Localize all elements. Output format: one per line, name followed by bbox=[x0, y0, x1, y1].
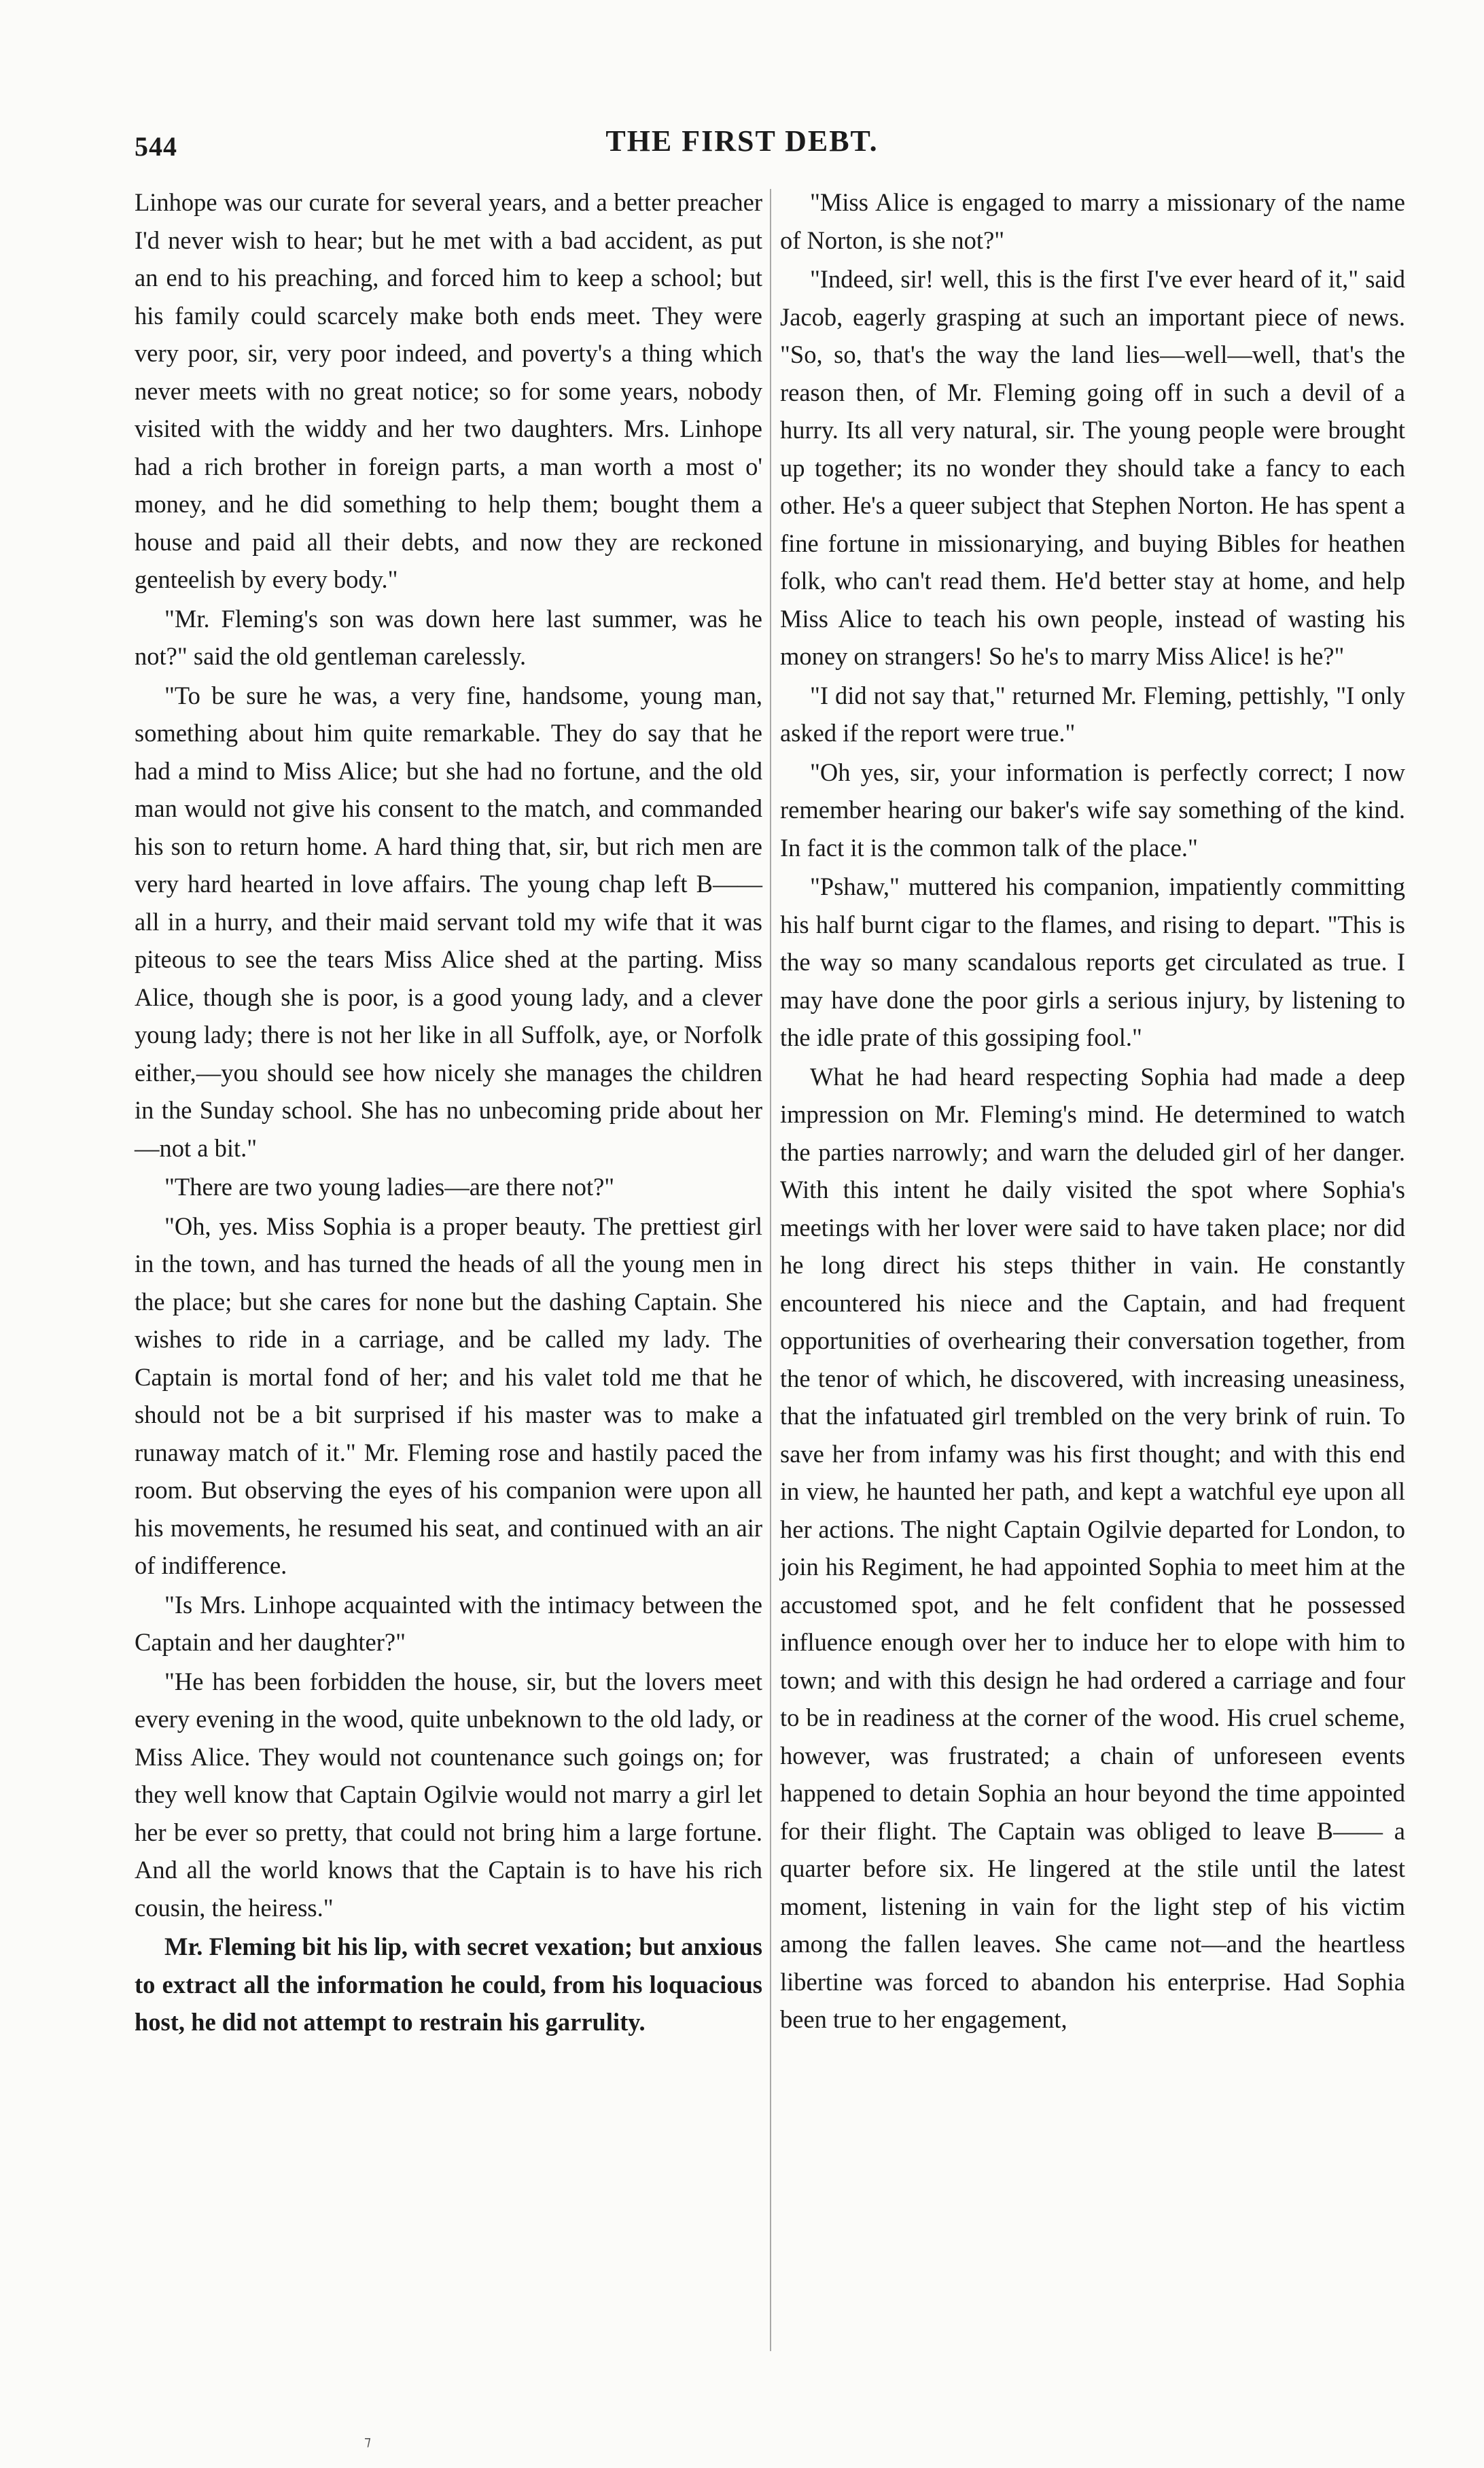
paragraph: "Oh, yes. Miss Sophia is a proper beauty. The prettiest girl in the town, and has turned the heads of all the young men in the place; but she cares for none but the dashing Captain. She wishes to ride in a carriage, and be called my lady. The Captain is mortal fond of her; and his valet told me that he should not be a bit surprised if his master was to make a runaway match of it." Mr. Fleming rose and hastily paced the room. But observing the eyes of his companion were upon all his movements, he resumed his seat, and continued with an air of indifference. bbox=[135, 1212, 762, 1579]
paragraph: "To be sure he was, a very fine, handsome, young man, something about him quite remarkable. They do say that he had a mind to Miss Alice; but she had no fortune, and the old man would not give his consent to the match, and commanded his son to return home. A hard thing that, sir, but rich men are very hard hearted in love affairs. The young chap left B—— all in a hurry, and their maid servant told my wife that it was piteous to see the tears Miss Alice shed at the parting. Miss Alice, though she is poor, is a good young lady, and a clever young lady; there is not her like in all Suffolk, aye, or Norfolk either,—you should see how nicely she manages the children in the Sunday school. She has no unbecoming pride about her—not a bit." bbox=[135, 681, 762, 1162]
paragraph: What he had heard respecting Sophia had made a deep impression on Mr. Fleming's mind. He determined to watch the parties narrowly; and warn the deluded girl of her danger. With this intent he daily visited the spot where Sophia's meetings with her lover were said to have taken place; nor did he long direct his steps thither in vain. He constantly encountered his niece and the Captain, and had frequent opportunities of overhearing their conversation together, from the tenor of which, he discovered, with increasing uneasiness, that the infatuated girl trembled on the very brink of ruin. To save her from infamy was his first thought; and with this end in view, he haunted her path, and kept a watchful eye upon all her actions. The night Captain Ogilvie departed for London, to join his Regiment, he had appointed Sophia to meet him at the accustomed spot, and he felt confident that he possessed influence enough over her to induce her to elope with him to town; and with this design he had ordered a carriage and four to be in readiness at the corner of the wood. His cruel scheme, however, was frustrated; a chain of unforeseen events happened to detain Sophia an hour beyond the time appointed for their flight. The Captain was obliged to leave B—— a quarter before six. He lingered at the stile until the latest moment, listening in vain for the light step of his victim among the fallen leaves. She came not—and the heartless libertine was forced to abandon his enterprise. Had Sophia been true to her engagement, bbox=[780, 1062, 1405, 2033]
left-column bbox=[135, 183, 762, 2043]
column-rule bbox=[770, 189, 771, 2351]
paragraph: Mr. Fleming bit his lip, with secret vexation; but anxious to extract all the information he could, from his loquacious host, he did not attempt to restrain his garrulity. bbox=[135, 1933, 762, 2036]
paragraph: "Mr. Fleming's son was down here last summer, was he not?" said the old gentleman carelessly. bbox=[135, 604, 762, 670]
footer-mark: ⁊ bbox=[364, 2434, 371, 2449]
paragraph: "Pshaw," muttered his companion, impatiently committing his half burnt cigar to the flames, and rising to depart. "This is the way so many scandalous reports get circulated as true. I may have done the poor girls a serious injury, by listening to the idle prate of this gossiping fool." bbox=[780, 872, 1405, 1051]
paragraph: "Oh yes, sir, your information is perfectly correct; I now remember hearing our baker's wife say something of the kind. In fact it is the common talk of the place." bbox=[780, 758, 1405, 862]
paragraph: "Indeed, sir! well, this is the first I've ever heard of it," said Jacob, eagerly grasping at such an important piece of news. "So, so, that's the way the land lies—well—well, that's the reason then, of Mr. Fleming going off in such a devil of a hurry. Its all very natural, sir. The young people were brought up together; its no wonder they should take a fancy to each other. He's a queer subject that Stephen Norton. He has spent a fine fortune in missionarying, and buying Bibles for heathen folk, who can't read them. He'd better stay at home, and help Miss Alice to teach his own people, instead of wasting his money on strangers! So he's to marry Miss Alice! is he?" bbox=[780, 265, 1405, 670]
paragraph: "He has been forbidden the house, sir, but the lovers meet every evening in the wood, quite unbeknown to the old lady, or Miss Alice. They would not countenance such goings on; for they well know that Captain Ogilvie would not marry a girl let her be ever so pretty, that could not bring him a large fortune. And all the world knows that the Captain is to have his rich cousin, the heiress." bbox=[135, 1667, 762, 1922]
paragraph: "Miss Alice is engaged to marry a missionary of the name of Norton, is she not?" bbox=[780, 188, 1405, 254]
running-head-title: THE FIRST DEBT. bbox=[605, 124, 879, 158]
paragraph: "I did not say that," returned Mr. Fleming, pettishly, "I only asked if the report were true." bbox=[780, 681, 1405, 747]
paragraph: "Is Mrs. Linhope acquainted with the intimacy between the Captain and her daughter?" bbox=[135, 1590, 762, 1656]
page-number: 544 bbox=[135, 131, 177, 162]
paragraph: "There are two young ladies—are there not?" bbox=[164, 1173, 615, 1201]
right-column bbox=[780, 183, 1405, 2040]
paragraph: Linhope was our curate for several years, and a better preacher I'd never wish to hear; but he met with a bad accident, as put an end to his preaching, and forced him to keep a school; but his family could scarcely make both ends meet. They were very poor, sir, very poor indeed, and poverty's a thing which never meets with no great notice; so for some years, nobody visited with the widdy and her two daughters. Mrs. Linhope had a rich brother in foreign parts, a man worth a most o' money, and he did something to help them; bought them a house and paid all their debts, and now they are reckoned genteelish by every body." bbox=[135, 188, 762, 593]
